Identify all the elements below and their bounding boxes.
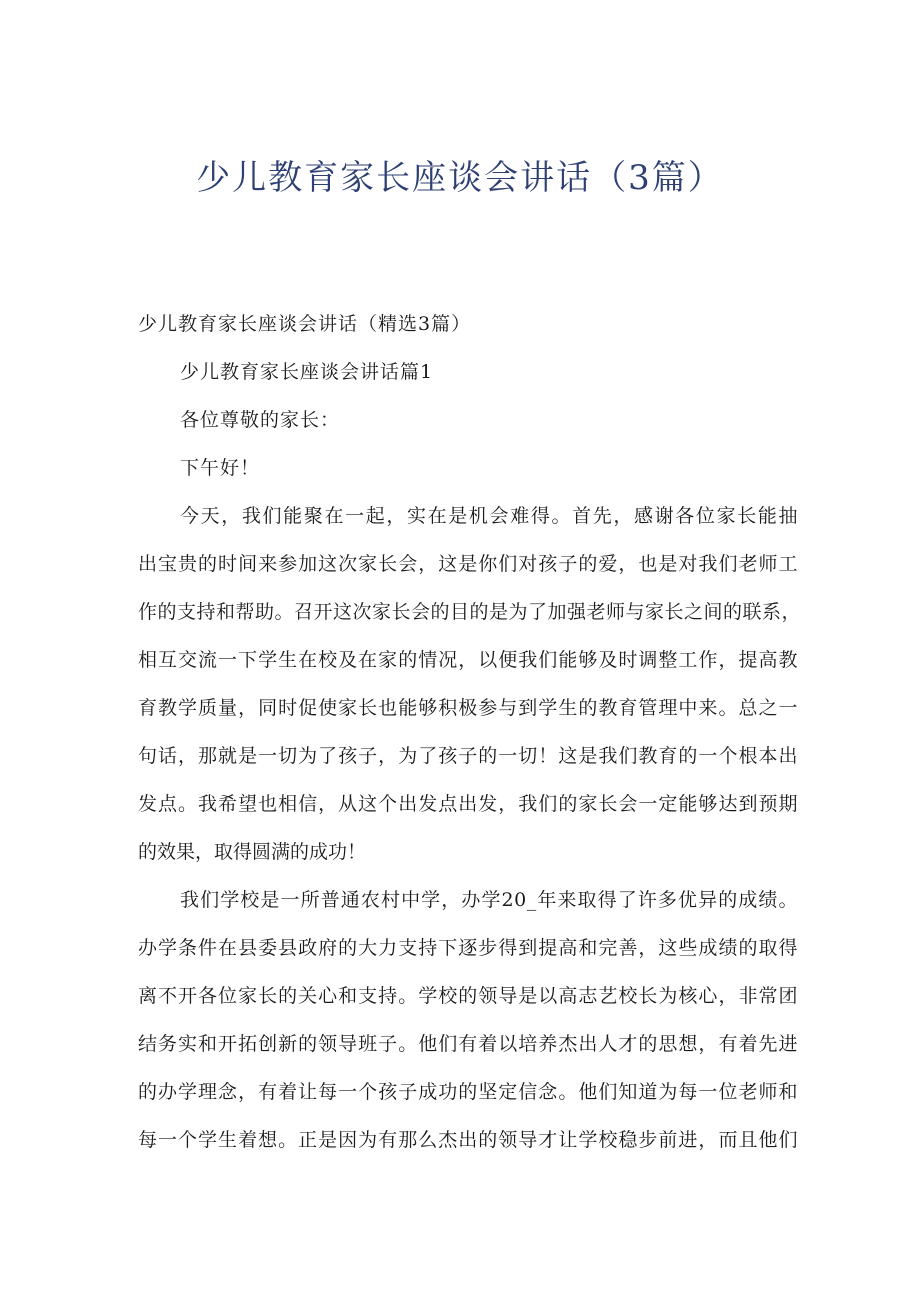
- paragraph-line: 每一个学生着想。正是因为有那么杰出的领导才让学校稳步前进，而且他们: [138, 1129, 798, 1151]
- paragraph-line: 办学条件在县委县政府的大力支持下逐步得到提高和完善，这些成绩的取得: [138, 937, 798, 959]
- paragraph-line: 句话，那就是一切为了孩子，为了孩子的一切！这是我们教育的一个根本出: [138, 745, 798, 767]
- document-subtitle: 少儿教育家长座谈会讲话（精选3篇）: [138, 313, 472, 335]
- paragraph-line: 离不开各位家长的关心和支持。学校的领导是以高志艺校长为核心，非常团: [138, 985, 798, 1007]
- greeting: 下午好！: [180, 457, 261, 479]
- paragraph-line: 作的支持和帮助。召开这次家长会的目的是为了加强老师与家长之间的联系，: [138, 601, 802, 623]
- paragraph-2: [138, 876, 798, 1164]
- salutation: 各位尊敬的家长：: [180, 409, 341, 431]
- paragraph-line: 我们学校是一所普通农村中学，办学20_年来取得了许多优异的成绩。: [180, 889, 798, 911]
- paragraph-line: 今天，我们能聚在一起，实在是机会难得。首先，感谢各位家长能抽: [180, 505, 798, 527]
- document-body: [138, 300, 802, 1164]
- paragraph-line: 出宝贵的时间来参加这次家长会，这是你们对孩子的爱，也是对我们老师工: [138, 553, 798, 575]
- document-title: 少儿教育家长座谈会讲话（3篇）: [196, 158, 724, 198]
- paragraph-line: 相互交流一下学生在校及在家的情况，以便我们能够及时调整工作，提高教: [138, 649, 798, 671]
- paragraph-line: 育教学质量，同时促使家长也能够积极参与到学生的教育管理中来。总之一: [138, 697, 798, 719]
- paragraph-line: 发点。我希望也相信，从这个出发点出发，我们的家长会一定能够达到预期: [138, 793, 798, 815]
- paragraph-line: 的办学理念，有着让每一个孩子成功的坚定信念。他们知道为每一位老师和: [138, 1081, 798, 1103]
- section-heading: 少儿教育家长座谈会讲话篇1: [180, 361, 434, 383]
- paragraph-1: [138, 492, 802, 876]
- paragraph-line: 结务实和开拓创新的领导班子。他们有着以培养杰出人才的思想，有着先进: [138, 1033, 798, 1055]
- paragraph-line: 的效果，取得圆满的成功！: [138, 841, 367, 863]
